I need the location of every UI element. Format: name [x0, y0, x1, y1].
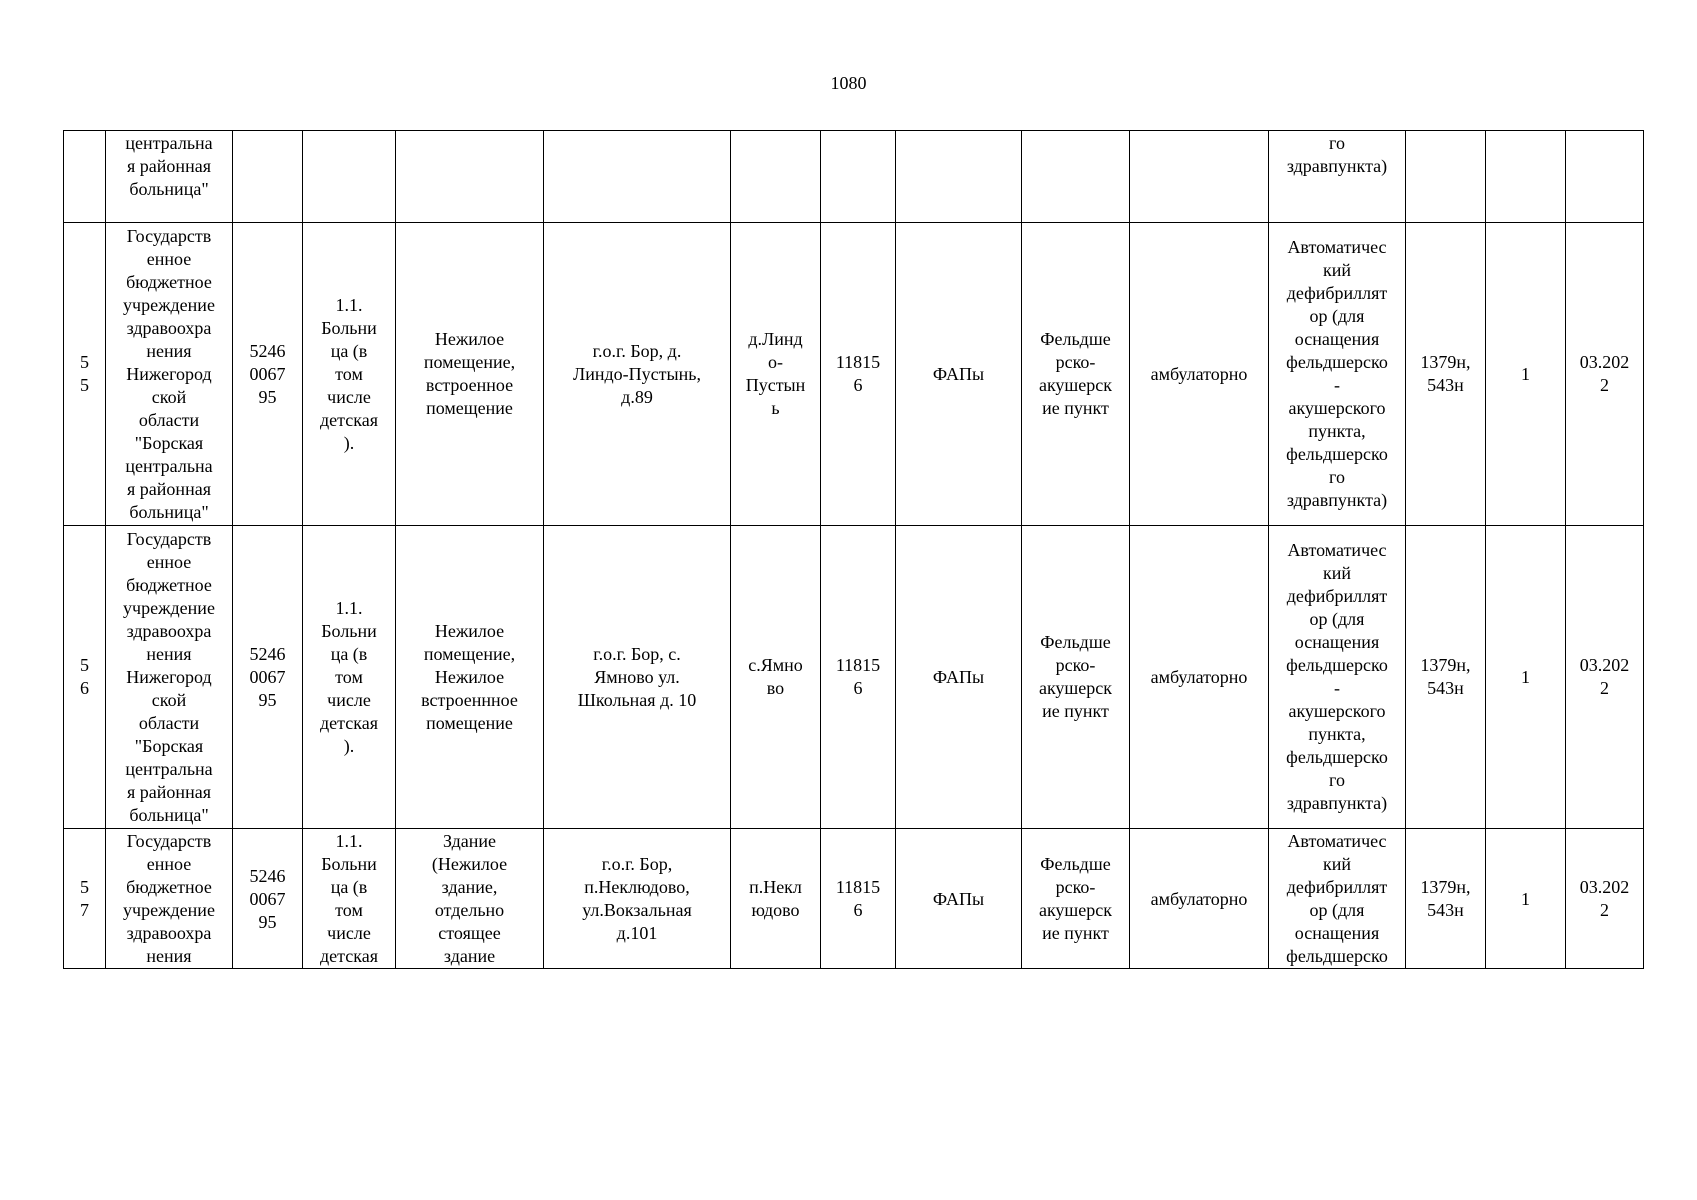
address — [544, 131, 731, 223]
care-form: амбулаторно — [1130, 526, 1269, 829]
table-row — [64, 223, 1644, 526]
unit-type: ФАПы — [896, 526, 1022, 829]
table-row — [64, 131, 1644, 223]
quantity — [1486, 131, 1566, 223]
row-number: 5 5 — [64, 223, 106, 526]
equipment-name: Автоматичес кий дефибриллят ор (для оснащения фельдшерско - акушерского пункта, фельдшерско го здравпункта) — [1269, 223, 1406, 526]
subdivision: Фельдше рско- акушерск ие пункт — [1022, 223, 1130, 526]
date: 03.202 2 — [1566, 526, 1644, 829]
order-reference: 1379н, 543н — [1406, 829, 1486, 969]
page-number: 1080 — [830, 73, 867, 93]
quantity: 1 — [1486, 526, 1566, 829]
code: 11815 6 — [821, 223, 896, 526]
order-reference: 1379н, 543н — [1406, 223, 1486, 526]
inn-code — [233, 131, 303, 223]
care-form — [1130, 131, 1269, 223]
unit-type — [896, 131, 1022, 223]
code — [821, 131, 896, 223]
equipment-name: Автоматичес кий дефибриллят ор (для оснащения фельдшерско — [1269, 829, 1406, 969]
settlement: д.Линд о- Пустын ь — [731, 223, 821, 526]
subdivision: Фельдше рско- акушерск ие пункт — [1022, 829, 1130, 969]
quantity: 1 — [1486, 829, 1566, 969]
subdivision — [1022, 131, 1130, 223]
premises-type: Здание (Нежилое здание, отдельно стоящее здание — [396, 829, 544, 969]
facility-type: 1.1. Больни ца (в том числе детская ). — [303, 223, 396, 526]
code: 11815 6 — [821, 829, 896, 969]
inn-code: 5246 0067 95 — [233, 526, 303, 829]
organization-name: Государств енное бюджетное учреждение здравоохра нения Нижегород ской области "Борская центральна я районная больница" — [106, 223, 233, 526]
facility-type: 1.1. Больни ца (в том числе детская ). — [303, 526, 396, 829]
equipment-table — [63, 130, 1644, 969]
care-form: амбулаторно — [1130, 829, 1269, 969]
unit-type: ФАПы — [896, 223, 1022, 526]
settlement: п.Некл юдово — [731, 829, 821, 969]
subdivision: Фельдше рско- акушерск ие пункт — [1022, 526, 1130, 829]
facility-type — [303, 131, 396, 223]
equipment-name: го здравпункта) — [1269, 131, 1406, 223]
date — [1566, 131, 1644, 223]
care-form: амбулаторно — [1130, 223, 1269, 526]
order-reference — [1406, 131, 1486, 223]
organization-name: центральна я районная больница" — [106, 131, 233, 223]
address: г.о.г. Бор, д. Линдо-Пустынь, д.89 — [544, 223, 731, 526]
address: г.о.г. Бор, с. Ямново ул. Школьная д. 10 — [544, 526, 731, 829]
premises-type: Нежилое помещение, Нежилое встроеннное помещение — [396, 526, 544, 829]
row-number: 5 6 — [64, 526, 106, 829]
row-number: 5 7 — [64, 829, 106, 969]
equipment-name: Автоматичес кий дефибриллят ор (для оснащения фельдшерско - акушерского пункта, фельдшерско го здравпункта) — [1269, 526, 1406, 829]
date: 03.202 2 — [1566, 829, 1644, 969]
inn-code: 5246 0067 95 — [233, 223, 303, 526]
inn-code: 5246 0067 95 — [233, 829, 303, 969]
settlement — [731, 131, 821, 223]
organization-name: Государств енное бюджетное учреждение здравоохра нения — [106, 829, 233, 969]
row-number — [64, 131, 106, 223]
premises-type — [396, 131, 544, 223]
unit-type: ФАПы — [896, 829, 1022, 969]
organization-name: Государств енное бюджетное учреждение здравоохра нения Нижегород ской области "Борская центральна я районная больница" — [106, 526, 233, 829]
order-reference: 1379н, 543н — [1406, 526, 1486, 829]
quantity: 1 — [1486, 223, 1566, 526]
table-row — [64, 829, 1644, 969]
table-row — [64, 526, 1644, 829]
address: г.о.г. Бор, п.Неклюдово, ул.Вокзальная д.101 — [544, 829, 731, 969]
premises-type: Нежилое помещение, встроенное помещение — [396, 223, 544, 526]
facility-type: 1.1. Больни ца (в том числе детская — [303, 829, 396, 969]
code: 11815 6 — [821, 526, 896, 829]
settlement: с.Ямно во — [731, 526, 821, 829]
date: 03.202 2 — [1566, 223, 1644, 526]
